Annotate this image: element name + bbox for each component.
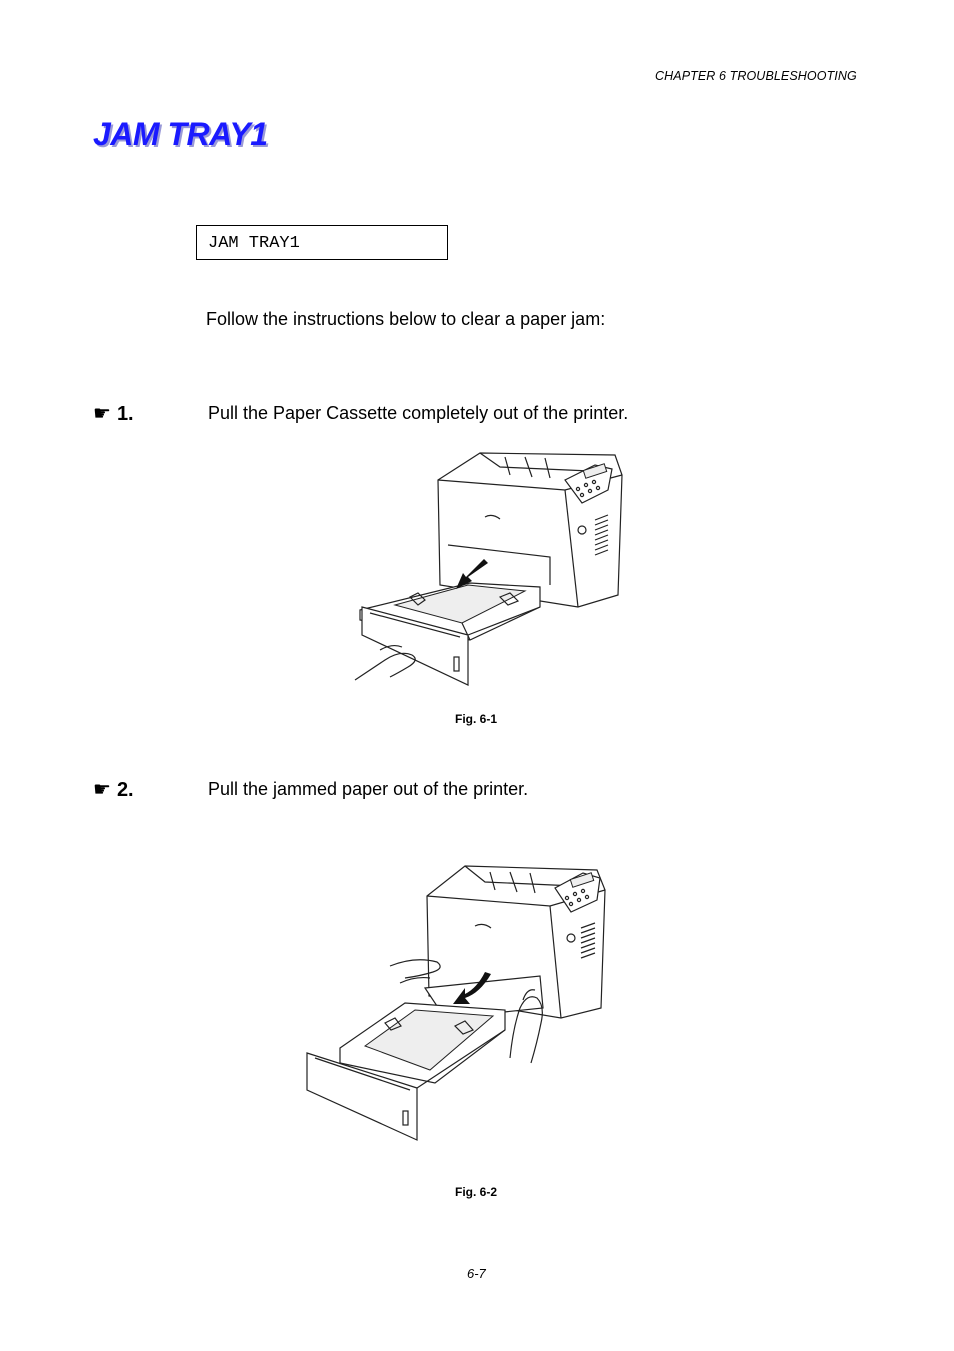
running-header: CHAPTER 6 TROUBLESHOOTING [655, 69, 857, 83]
page-title: JAM TRAY1 [93, 116, 268, 152]
figure-6-2-illustration [305, 858, 615, 1143]
step-2-number [93, 777, 134, 802]
lcd-message-text: JAM TRAY1 [208, 234, 300, 253]
step-1-text: Pull the Paper Cassette completely out of the printer. [208, 403, 629, 423]
figure-6-2-caption: Fig. 6-2 [455, 1185, 498, 1199]
pointing-hand-icon: ☛ [93, 779, 111, 801]
pointing-hand-icon: ☛ [93, 403, 111, 425]
figure-6-1-illustration [350, 445, 630, 685]
step-2-number-label: 2. [116, 779, 134, 801]
figure-6-1-caption: Fig. 6-1 [455, 712, 498, 726]
lcd-message-box [196, 225, 448, 260]
step-1-number [93, 401, 134, 426]
step-2-text: Pull the jammed paper out of the printer. [208, 779, 529, 799]
page-number: 6-7 [467, 1266, 486, 1281]
intro-text: Follow the instructions below to clear a paper jam: [206, 309, 606, 329]
step-1-number-label: 1. [116, 403, 134, 425]
